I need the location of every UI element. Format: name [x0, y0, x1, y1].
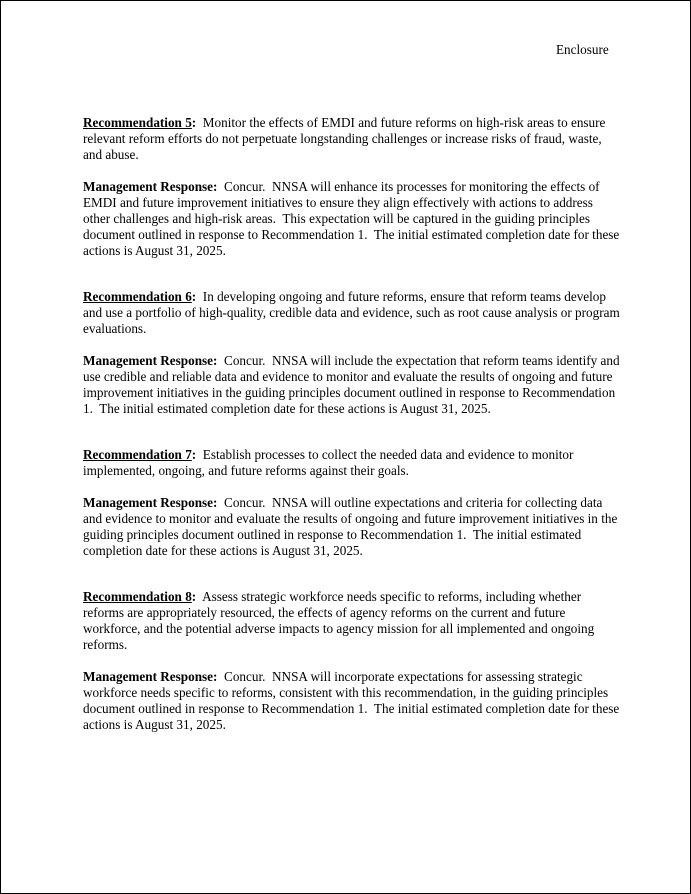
- recommendation-text: Assess strategic workforce needs specific to reforms, including whether reforms are appropriately resourced, the effects of agency reforms on the current and future workforce, and the potential adverse impacts to agency mission for all implemented and ongoing reforms.: [83, 589, 598, 652]
- recommendation-5: [83, 115, 623, 163]
- recommendation-8: [83, 589, 623, 653]
- management-response-6: [83, 353, 623, 417]
- recommendation-text: In developing ongoing and future reforms, ensure that reform teams develop and use a portfolio of high-quality, credible data and evidence, such as root cause analysis or program evaluations.: [83, 289, 624, 336]
- management-response-8: [83, 669, 623, 733]
- management-response-text: Concur. NNSA will enhance its processes for monitoring the effects of EMDI and future improvement initiatives to ensure they align effectively with actions to address other challenges and high-risk areas. This expectation will be captured in the guiding principles document outlined in response to Recommendation 1. The initial estimated completion date for these actions is August 31, 2025.: [83, 179, 623, 258]
- management-response-text: Concur. NNSA will incorporate expectations for assessing strategic workforce needs specific to reforms, consistent with this recommendation, in the guiding principles document outlined in response to Recommendation 1. The initial estimated completion date for these actions is August 31, 2025.: [83, 669, 623, 732]
- recommendation-label: Recommendation 5: [83, 115, 192, 130]
- management-response-label: Management Response:: [83, 669, 218, 684]
- enclosure-header: Enclosure: [556, 42, 609, 57]
- recommendation-7: [83, 447, 623, 479]
- management-response-5: [83, 179, 623, 259]
- recommendation-colon: :: [191, 447, 197, 462]
- management-response-text: Concur. NNSA will include the expectation that reform teams identify and use credible and reliable data and evidence to monitor and evaluate the results of ongoing and future improvement initiatives in the guiding principles document outlined in response to Recommendation 1. The initial estimated completion date for these actions is August 31, 2025.: [83, 353, 623, 416]
- recommendation-colon: :: [191, 589, 197, 604]
- recommendation-label: Recommendation 7: [83, 447, 192, 462]
- recommendation-text: Establish processes to collect the needed data and evidence to monitor implemented, ongoing, and future reforms against their goals.: [83, 447, 577, 478]
- recommendation-5-block: [83, 115, 623, 259]
- recommendation-6: [83, 289, 623, 337]
- management-response-label: Management Response:: [83, 179, 218, 194]
- recommendation-8-block: [83, 589, 623, 733]
- recommendation-colon: :: [191, 115, 197, 130]
- management-response-label: Management Response:: [83, 495, 218, 510]
- recommendation-label: Recommendation 6: [83, 289, 192, 304]
- recommendation-colon: :: [191, 289, 197, 304]
- recommendation-text: Monitor the effects of EMDI and future reforms on high-risk areas to ensure relevant reform efforts do not perpetuate longstanding challenges or increase risks of fraud, waste, and abuse.: [83, 115, 609, 162]
- management-response-label: Management Response:: [83, 353, 218, 368]
- document-body: [83, 115, 623, 733]
- management-response-7: [83, 495, 623, 559]
- management-response-text: Concur. NNSA will outline expectations and criteria for collecting data and evidence to monitor and evaluate the results of ongoing and future improvement initiatives in the guiding principles document outlined in response to Recommendation 1. The initial estimated completion date for these actions is August 31, 2025.: [83, 495, 621, 558]
- recommendation-label: Recommendation 8: [83, 589, 192, 604]
- recommendation-6-block: [83, 289, 623, 417]
- recommendation-7-block: [83, 447, 623, 559]
